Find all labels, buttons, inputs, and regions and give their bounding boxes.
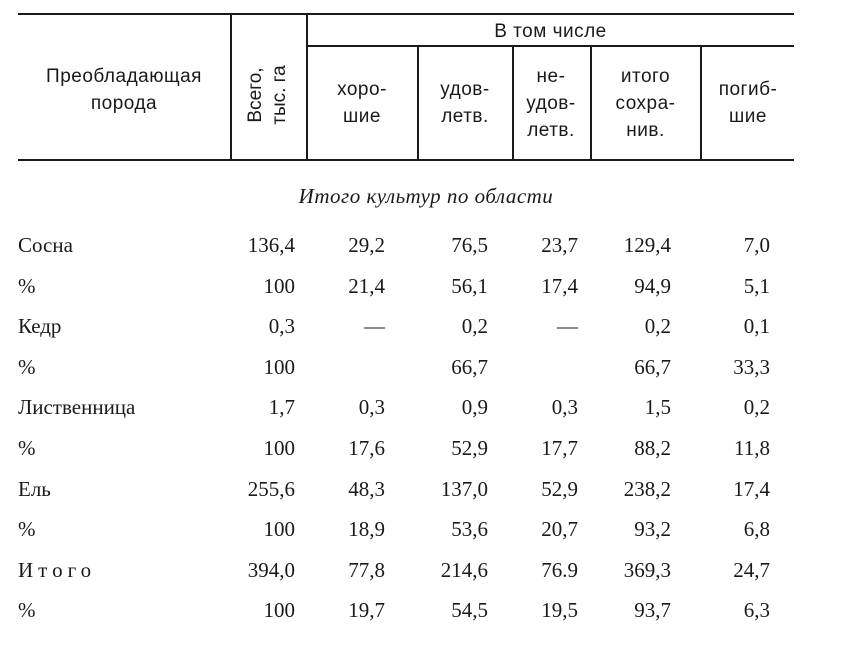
cell-value: 94,9 bbox=[634, 274, 671, 298]
row-label: Ель bbox=[18, 477, 51, 501]
cell-value: 137,0 bbox=[440, 477, 488, 501]
cell-value: 0,1 bbox=[743, 314, 770, 338]
cell-value: 1,7 bbox=[268, 395, 295, 419]
cell-value: 214,6 bbox=[440, 558, 488, 582]
table-row bbox=[0, 598, 852, 628]
table-row bbox=[0, 314, 852, 344]
header-total: Всего, тыс. га bbox=[245, 65, 290, 125]
cell-value: 93,7 bbox=[634, 598, 671, 622]
cell-value: 21,4 bbox=[348, 274, 385, 298]
cell-value: 54,5 bbox=[451, 598, 488, 622]
cell-value: 66,7 bbox=[634, 355, 671, 379]
cell-value: 19,5 bbox=[541, 598, 578, 622]
cell-value: 53,6 bbox=[451, 517, 488, 541]
cell-value: 5,1 bbox=[743, 274, 770, 298]
cell-value: 100 bbox=[263, 517, 295, 541]
row-label: % bbox=[18, 355, 36, 379]
cell-value: 0,2 bbox=[743, 395, 770, 419]
row-label: % bbox=[18, 274, 36, 298]
cell-value: 17,7 bbox=[541, 436, 578, 460]
cell-value: 48,3 bbox=[348, 477, 385, 501]
row-label: Сосна bbox=[18, 233, 73, 257]
cell-value: 100 bbox=[263, 355, 295, 379]
cell-value: 11,8 bbox=[734, 436, 770, 460]
cell-value: 100 bbox=[263, 598, 295, 622]
row-label: Лиственница bbox=[18, 395, 136, 419]
cell-value: 136,4 bbox=[247, 233, 295, 257]
cell-value: 77,8 bbox=[348, 558, 385, 582]
cell-value: 93,2 bbox=[634, 517, 671, 541]
row-label: % bbox=[18, 436, 36, 460]
cell-value: 52,9 bbox=[451, 436, 488, 460]
cell-value: 0,9 bbox=[461, 395, 488, 419]
cell-value: 369,3 bbox=[623, 558, 671, 582]
table-row bbox=[0, 355, 852, 385]
row-label: Итого bbox=[18, 558, 97, 582]
cell-value: 1,5 bbox=[644, 395, 671, 419]
header-dead: погиб- шие bbox=[718, 79, 778, 127]
table-row bbox=[0, 233, 852, 263]
cell-value: 76,5 bbox=[451, 233, 488, 257]
header-satisfactory: удов- летв. bbox=[440, 79, 490, 127]
cell-value: 20,7 bbox=[541, 517, 578, 541]
cell-value: 56,1 bbox=[451, 274, 488, 298]
header-preserved: итого сохра- нив. bbox=[615, 65, 676, 141]
table-row bbox=[0, 517, 852, 547]
cell-value: 17,6 bbox=[348, 436, 385, 460]
cell-value: — bbox=[557, 314, 578, 338]
cell-value: 0,3 bbox=[358, 395, 385, 419]
header-good: хоро- шие bbox=[337, 79, 387, 127]
top-rule bbox=[18, 13, 794, 15]
cell-value: 129,4 bbox=[623, 233, 671, 257]
table-row bbox=[0, 558, 852, 588]
row-label: % bbox=[18, 517, 36, 541]
cell-value: 24,7 bbox=[733, 558, 770, 582]
cell-value: 76.9 bbox=[541, 558, 578, 582]
cell-value: 23,7 bbox=[541, 233, 578, 257]
cell-value: 7,0 bbox=[743, 233, 770, 257]
cell-value: 0,3 bbox=[268, 314, 295, 338]
row-label: Кедр bbox=[18, 314, 62, 338]
cell-value: 66,7 bbox=[451, 355, 488, 379]
cell-value: 6,3 bbox=[743, 598, 770, 622]
table-row bbox=[0, 274, 852, 304]
cell-value: 0,2 bbox=[461, 314, 488, 338]
header-unsatisfactory: не- удов- летв. bbox=[526, 65, 576, 141]
cell-value: 0,3 bbox=[551, 395, 578, 419]
cell-value: — bbox=[364, 314, 385, 338]
cell-value: 18,9 bbox=[348, 517, 385, 541]
section-title: Итого культур по области bbox=[298, 184, 554, 208]
cell-value: 238,2 bbox=[623, 477, 671, 501]
header-group: В том числе bbox=[494, 20, 607, 42]
cell-value: 100 bbox=[263, 436, 295, 460]
cell-value: 100 bbox=[263, 274, 295, 298]
cell-value: 394,0 bbox=[247, 558, 295, 582]
cell-value: 17,4 bbox=[733, 477, 770, 501]
header-bottom-rule bbox=[18, 159, 794, 161]
cell-value: 255,6 bbox=[247, 477, 295, 501]
table-row bbox=[0, 395, 852, 425]
cell-value: 52,9 bbox=[541, 477, 578, 501]
cell-value: 6,8 bbox=[743, 517, 770, 541]
row-label: % bbox=[18, 598, 36, 622]
cell-value: 88,2 bbox=[634, 436, 671, 460]
cell-value: 33,3 bbox=[733, 355, 770, 379]
table-row bbox=[0, 477, 852, 507]
cell-value: 19,7 bbox=[348, 598, 385, 622]
header-breed: Преобладающая порода bbox=[46, 66, 202, 114]
table-row bbox=[0, 436, 852, 466]
cell-value: 0,2 bbox=[644, 314, 671, 338]
cell-value: 29,2 bbox=[348, 233, 385, 257]
divider-breed bbox=[230, 13, 232, 160]
cell-value: 17,4 bbox=[541, 274, 578, 298]
